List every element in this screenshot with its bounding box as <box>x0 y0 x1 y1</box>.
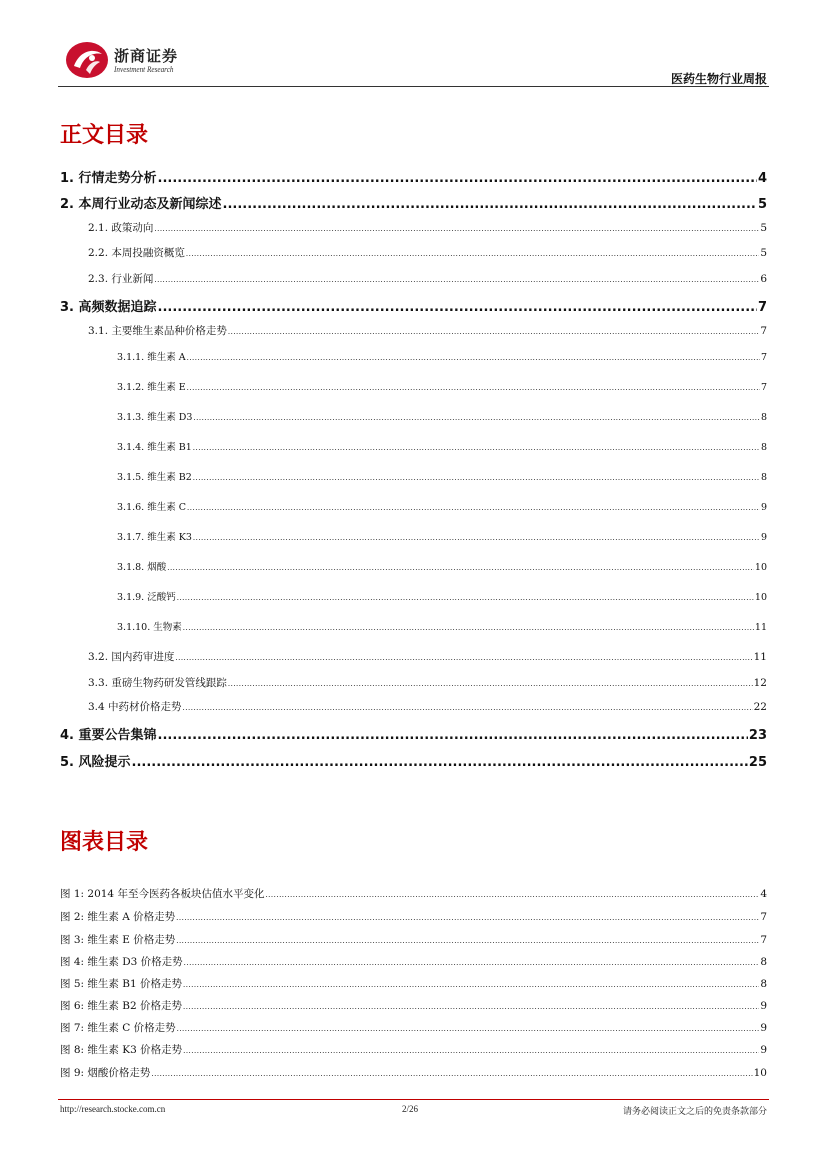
report-title: 医药生物行业周报 <box>670 72 767 86</box>
toc-entry[interactable]: 3. 高频数据追踪 ..... 7 <box>60 296 767 315</box>
toc-entry[interactable]: 2.1. 政策动向 ..... 5 <box>60 220 767 235</box>
figure-entry[interactable]: 图 3: 维生素 E 价格走势 ..... 7 <box>60 932 767 947</box>
toc-entry[interactable]: 3.1.6. 维生素 C ..... 9 <box>60 499 767 513</box>
toc-entry[interactable]: 3.1.10. 生物素 ..... 11 <box>60 619 767 633</box>
toc-entry[interactable]: 3.1.8. 烟酸 ..... 10 <box>60 559 767 573</box>
toc-entry[interactable]: 3.1.7. 维生素 K3 ..... 9 <box>60 529 767 543</box>
header-divider <box>58 86 769 87</box>
toc-entry[interactable]: 3.1.2. 维生素 E ..... 7 <box>60 379 767 393</box>
figure-entry[interactable]: 图 7: 维生素 C 价格走势 ..... 9 <box>60 1020 767 1035</box>
toc-entry[interactable]: 2.2. 本周投融资概览 ..... 5 <box>60 245 767 260</box>
toc-entry[interactable]: 3.1.5. 维生素 B2 ..... 8 <box>60 469 767 483</box>
logo-mark-icon <box>64 40 110 80</box>
toc-entry[interactable]: 1. 行情走势分析 ..... 4 <box>60 167 767 186</box>
toc-entry[interactable]: 4. 重要公告集锦 ..... 23 <box>60 724 767 743</box>
toc-entry[interactable]: 2. 本周行业动态及新闻综述 ..... 5 <box>60 193 767 212</box>
toc-entry[interactable]: 3.3. 重磅生物药研发管线跟踪 ..... 12 <box>60 675 767 690</box>
toc-entry[interactable]: 3.4 中药材价格走势 ..... 22 <box>60 699 767 714</box>
figure-entry[interactable]: 图 6: 维生素 B2 价格走势 ..... 9 <box>60 998 767 1013</box>
toc-entry[interactable]: 5. 风险提示 ..... 25 <box>60 751 767 770</box>
figure-entry[interactable]: 图 4: 维生素 D3 价格走势 ..... 8 <box>60 954 767 969</box>
logo-text-cn: 浙商证券 <box>114 47 179 65</box>
toc-title: 正文目录 <box>60 123 149 148</box>
toc-entry[interactable]: 3.2. 国内药审进度 ..... 11 <box>60 649 767 664</box>
page-number: 2/26 <box>402 1104 419 1114</box>
toc-entry[interactable]: 2.3. 行业新闻 ..... 6 <box>60 271 767 286</box>
figure-entry[interactable]: 图 9: 烟酸价格走势 ..... 10 <box>60 1065 767 1080</box>
toc-entry[interactable]: 3.1.9. 泛酸钙 ..... 10 <box>60 589 767 603</box>
toc-entry[interactable]: 3.1.1. 维生素 A ..... 7 <box>60 349 767 363</box>
company-logo <box>64 40 214 80</box>
figure-entry[interactable]: 图 1: 2014 年至今医药各板块估值水平变化 ..... 4 <box>60 886 767 901</box>
footer-url[interactable]: http://research.stocke.com.cn <box>60 1104 166 1114</box>
toc-entry[interactable]: 3.1.4. 维生素 B1 ..... 8 <box>60 439 767 453</box>
footer-disclaimer: 请务必阅读正文之后的免责条款部分 <box>622 1107 767 1117</box>
footer-divider <box>58 1099 769 1100</box>
logo-text-en: Investment Research <box>114 65 174 74</box>
toc-entry[interactable]: 3.1.3. 维生素 D3 ..... 8 <box>60 409 767 423</box>
figures-title: 图表目录 <box>60 830 149 855</box>
figure-entry[interactable]: 图 8: 维生素 K3 价格走势 ..... 9 <box>60 1042 767 1057</box>
figure-entry[interactable]: 图 5: 维生素 B1 价格走势 ..... 8 <box>60 976 767 991</box>
toc-entry[interactable]: 3.1. 主要维生素品种价格走势 ..... 7 <box>60 323 767 338</box>
figure-entry[interactable]: 图 2: 维生素 A 价格走势 ..... 7 <box>60 909 767 924</box>
